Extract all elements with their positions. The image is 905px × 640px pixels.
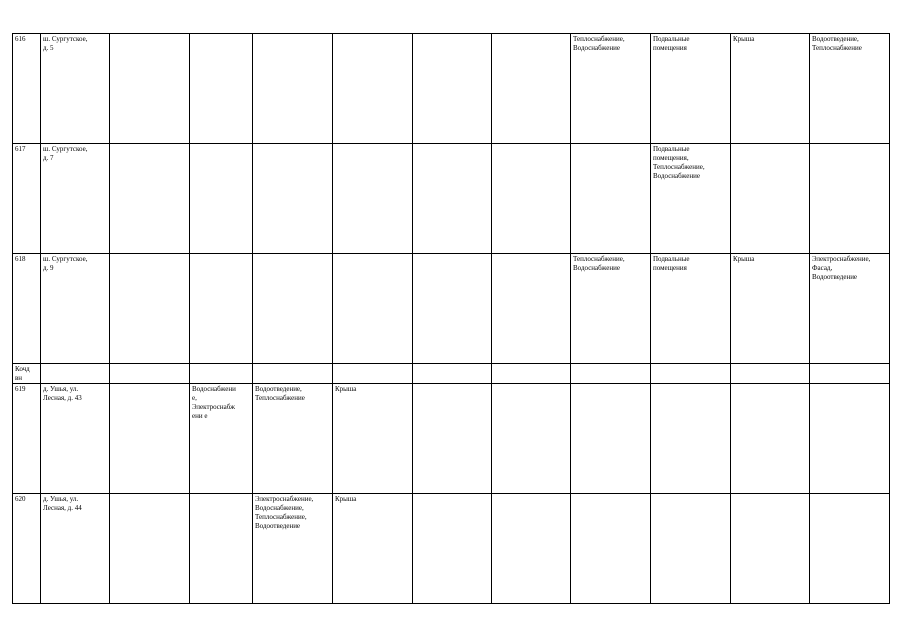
table-cell — [190, 34, 253, 144]
table-row — [13, 494, 890, 604]
table-cell: ш. Сургутское, д. 5 — [41, 34, 110, 144]
table-cell: Электроснабжение, Фасад, Водоотведение — [810, 254, 890, 364]
table-cell: Крыша — [333, 494, 413, 604]
table-cell: Подвальные помещения — [651, 34, 731, 144]
table-cell: Водоотведение, Теплоснабжение — [810, 34, 890, 144]
table-cell — [253, 364, 333, 384]
table-cell — [190, 364, 253, 384]
table-cell — [731, 364, 810, 384]
table-cell — [810, 384, 890, 494]
table-cell: Крыша — [731, 34, 810, 144]
table-cell — [492, 144, 571, 254]
table-cell — [333, 144, 413, 254]
table-cell: д. Ушья, ул. Лесная, д. 44 — [41, 494, 110, 604]
document-table — [12, 33, 890, 604]
table-row — [13, 144, 890, 254]
table-cell — [190, 144, 253, 254]
table-cell — [110, 364, 190, 384]
table-cell — [110, 34, 190, 144]
table-row — [13, 254, 890, 364]
table-cell — [731, 144, 810, 254]
table-cell: Подвальные помещения — [651, 254, 731, 364]
table-cell — [492, 384, 571, 494]
table-cell — [413, 364, 492, 384]
table-cell: 617 — [13, 144, 41, 254]
table-cell — [190, 254, 253, 364]
table-cell — [492, 364, 571, 384]
table-cell — [731, 494, 810, 604]
table-cell: Подвальные помещения, Теплоснабжение, Водоснабжение — [651, 144, 731, 254]
table-row — [13, 384, 890, 494]
table-cell — [651, 384, 731, 494]
table-cell: 620 — [13, 494, 41, 604]
table-cell — [413, 254, 492, 364]
table-cell — [413, 34, 492, 144]
table-cell — [492, 494, 571, 604]
table-cell: Крыша — [333, 384, 413, 494]
table-cell: ш. Сургутское, д. 7 — [41, 144, 110, 254]
table-cell: Крыша — [731, 254, 810, 364]
table-cell — [253, 34, 333, 144]
table-cell — [810, 144, 890, 254]
table-cell: ш. Сургутское, д. 9 — [41, 254, 110, 364]
table-cell — [492, 254, 571, 364]
table-cell — [413, 494, 492, 604]
table-cell — [110, 144, 190, 254]
table-cell — [651, 364, 731, 384]
table-cell — [333, 254, 413, 364]
table-cell — [651, 494, 731, 604]
table-cell — [571, 384, 651, 494]
table-cell — [571, 494, 651, 604]
table-cell — [110, 254, 190, 364]
table-cell — [190, 494, 253, 604]
table-cell — [810, 364, 890, 384]
table-cell — [413, 144, 492, 254]
table-cell — [413, 384, 492, 494]
table-cell: Теплоснабжение, Водоснабжение — [571, 254, 651, 364]
table-cell — [731, 384, 810, 494]
table-row — [13, 364, 890, 384]
table-cell — [41, 364, 110, 384]
table-cell — [333, 364, 413, 384]
table-cell: Водоснабжени е, Электроснабж ени е — [190, 384, 253, 494]
table-cell — [253, 254, 333, 364]
table-cell: Водоотведение, Теплоснабжение — [253, 384, 333, 494]
table-cell: Кочд вн — [13, 364, 41, 384]
table-cell — [810, 494, 890, 604]
table-cell — [110, 494, 190, 604]
table-cell: 618 — [13, 254, 41, 364]
table-cell — [571, 364, 651, 384]
table-cell: 619 — [13, 384, 41, 494]
table-cell — [571, 144, 651, 254]
table-cell — [110, 384, 190, 494]
table-cell — [333, 34, 413, 144]
table-cell: Электроснабжение, Водоснабжение, Теплоснабжение, Водоотведение — [253, 494, 333, 604]
table-cell — [253, 144, 333, 254]
table-cell: Теплоснабжение, Водоснабжение — [571, 34, 651, 144]
table-cell: 616 — [13, 34, 41, 144]
table-row — [13, 34, 890, 144]
table-cell — [492, 34, 571, 144]
table-cell: д. Ушья, ул. Лесная, д. 43 — [41, 384, 110, 494]
